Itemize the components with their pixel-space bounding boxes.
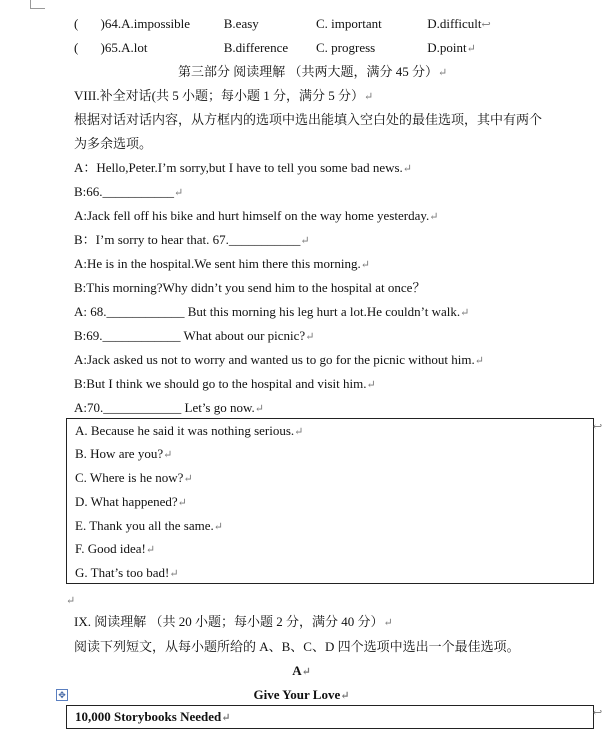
- choice-item: B. How are you?↵: [75, 446, 173, 461]
- section8-title: VIII.补全对话(共 5 小题；每小题 1 分，满分 5 分）↵: [74, 88, 374, 103]
- cell-end-mark: ↩: [593, 421, 603, 433]
- choice-item: A. Because he said it was nothing serious.↵: [75, 423, 304, 438]
- page-corner-mark: [30, 0, 45, 9]
- option-a: )65.A.lot: [100, 40, 148, 55]
- option-row-65: ( )65.A.lot B.difference C. progress D.point↵: [74, 38, 476, 59]
- empty-paragraph: ↵: [66, 595, 76, 607]
- dialogue-line: B:69.____________ What about our picnic?↵: [74, 328, 315, 343]
- dialogue-line: A:Jack fell off his bike and hurt himself on the way home yesterday.↵: [74, 208, 439, 223]
- dialogue-line: B:This morning?Why didn’t you send him to the hospital at once？: [74, 280, 426, 295]
- paren: (: [74, 16, 79, 31]
- section9-instruction: 阅读下列短文，从每小题所给的 A、B、C、D 四个选项中选出一个最佳选项。: [74, 639, 520, 654]
- option-a: )64.A.impossible: [100, 16, 191, 31]
- option-c: C. important: [316, 16, 382, 31]
- section8-instruction-cont: 为多余选项。: [74, 136, 153, 151]
- choices-box: [66, 418, 594, 584]
- storybooks-table: [66, 705, 594, 729]
- choice-item: D. What happened?↵: [75, 494, 187, 509]
- dialogue-line: A：Hello,Peter.I’m sorry,but I have to tell you some bad news.↵: [74, 160, 413, 175]
- option-c: C. progress: [316, 40, 376, 55]
- choice-item: C. Where is he now?↵: [75, 470, 193, 485]
- section8-instruction: 根据对话对话内容，从方框内的选项中选出能填入空白处的最佳选项，其中有两个: [74, 112, 543, 127]
- part-heading: 第三部分 阅读理解 （共两大题，满分 45 分）↵: [178, 64, 448, 79]
- table-move-handle-icon[interactable]: ✥: [56, 689, 68, 701]
- dialogue-line: A:Jack asked us not to worry and wanted us to go for the picnic without him.↵: [74, 352, 484, 367]
- option-b: B.easy: [223, 16, 259, 31]
- option-d: D.difficult: [427, 16, 482, 31]
- choice-item: G. That’s too bad!↵: [75, 565, 179, 580]
- option-row-64: ( )64.A.impossible B.easy C. important D.difficult↩: [74, 14, 491, 35]
- option-d: D.point: [427, 40, 467, 55]
- choice-item: E. Thank you all the same.↵: [75, 518, 223, 533]
- section9-title: IX. 阅读理解 （共 20 小题；每小题 2 分，满分 40 分）↵: [74, 614, 393, 629]
- dialogue-line: A:70.____________ Let’s go now.↵: [74, 400, 265, 415]
- passage-letter: A↵: [292, 663, 311, 678]
- dialogue-line: B:But I think we should go to the hospital and visit him.↵: [74, 376, 376, 391]
- passage-title: Give Your Love↵: [253, 687, 350, 702]
- dialogue-line: B:66.___________↵: [74, 184, 184, 199]
- paren: (: [74, 40, 79, 55]
- option-b: B.difference: [223, 40, 289, 55]
- choice-item: F. Good idea!↵: [75, 541, 156, 556]
- dialogue-line: A:He is in the hospital.We sent him there this morning.↵: [74, 256, 370, 271]
- cell-end-mark: ↩: [593, 707, 603, 719]
- dialogue-line: A: 68.____________ But this morning his leg hurt a lot.He couldn’t walk.↵: [74, 304, 470, 319]
- table-header-cell: 10,000 Storybooks Needed↵: [75, 709, 231, 724]
- dialogue-line: B：I’m sorry to hear that. 67.___________↵: [74, 232, 310, 247]
